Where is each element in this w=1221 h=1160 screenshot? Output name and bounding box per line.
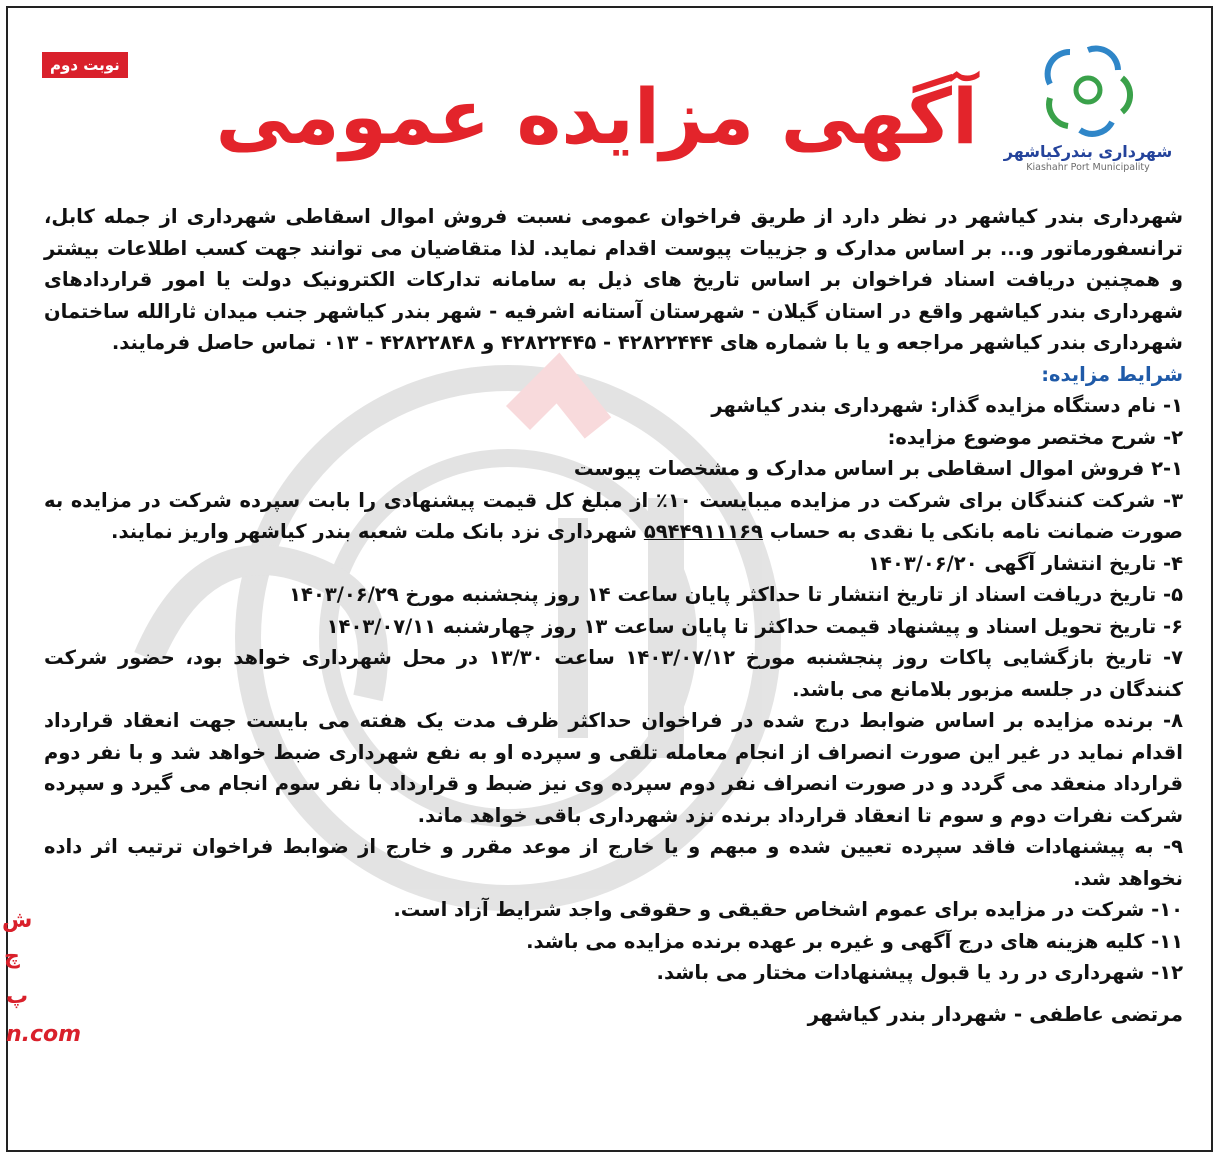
logo-name-en: Kiashahr Port Municipality	[1026, 162, 1150, 173]
item-3-text-start: ۳- شرکت کنندگان برای شرکت در مزایده میبایست ۱۰٪ از مبلغ کل قیمت پیشنهادی را بابت سپرده شرکت در مزایده به صورت ضمانت نامه بانکی یا نقدی به حساب	[44, 488, 1183, 543]
condition-item-9: ۹- به پیشنهادات فاقد سپرده تعیین شده و مبهم و یا خارج از موعد مقرر و خارج از ضوابط فراخوان ترتیب اثر داده نخواهد شد.	[44, 835, 1183, 890]
condition-item-4: ۴- تاریخ انتشار آگهی ۱۴۰۳/۰۶/۲۰	[868, 551, 1183, 575]
condition-item-1: ۱- نام دستگاه مزایده گذار: شهرداری بندر کیاشهر	[711, 394, 1183, 417]
municipality-logo	[993, 38, 1183, 188]
conditions-heading: شرایط مزایده:	[1041, 362, 1183, 386]
condition-item-11: ۱۱- کلیه هزینه های درج آگهی و غیره بر عهده برنده مزایده می باشد.	[526, 929, 1183, 953]
condition-item-6: ۶- تاریخ تحویل اسناد و پیشنهاد قیمت حداکثر تا پایان ساعت ۱۳ روز چهارشنبه ۱۴۰۳/۰۷/۱۱	[326, 614, 1183, 638]
item-3-text-end: شهرداری نزد بانک ملت شعبه بندر کیاشهر واریز نمایند.	[111, 520, 644, 543]
round-badge: نوبت دوم	[42, 52, 128, 78]
condition-item-3	[44, 485, 1183, 548]
ad-frame	[2, 6, 1213, 1152]
bank-account-number: ۵۹۴۴۹۱۱۱۶۹	[643, 520, 763, 543]
side-stamp: ش چ پ n.com	[2, 908, 82, 1047]
condition-item-2: ۲- شرح مختصر موضوع مزایده:	[887, 425, 1183, 449]
signature: مرتضی عاطفی - شهردار بندر کیاشهر	[807, 1001, 1183, 1026]
condition-item-7: ۷- تاریخ بازگشایی پاکات روز پنجشنبه مورخ ۱۴۰۳/۰۷/۱۲ ساعت ۱۳/۳۰ در محل شهرداری خواهد بود، حضور شرکت کنندگان در جلسه مزبور بلامانع می باشد.	[44, 646, 1183, 701]
page-title: آگهی مزایده عمومی	[215, 72, 978, 161]
condition-item-8: ۸- برنده مزایده بر اساس ضوابط درج شده در فراخوان حداکثر ظرف مدت یک هفته می بایست جهت انعقاد قرارداد اقدام نماید در غیر این صورت انصراف از انجام معامله تلقی و سپرده او به نفع شهرداری ضبط خواهد شد و با نفر دوم قرارداد منعقد می گردد و در صورت انصراف نفر دوم سپرده وی نیز ضبط و قرارداد با نفر سوم انجام می گیرد و سپرده شرکت نفرات دوم و سوم تا انعقاد قرارداد برنده نزد شهرداری باقی خواهد ماند.	[44, 709, 1183, 827]
condition-item-5: ۵- تاریخ دریافت اسناد از تاریخ انتشار تا حداکثر پایان ساعت ۱۴ روز پنجشنبه مورخ ۱۴۰۳/۰۶/۲۹	[289, 583, 1183, 606]
condition-item-2-1: ۲-۱ فروش اموال اسقاطی بر اساس مدارک و مشخصات پیوست	[573, 457, 1183, 480]
side-stamp-domain: n.com	[6, 1022, 82, 1047]
municipality-emblem-icon	[1032, 38, 1144, 142]
condition-item-10: ۱۰- شرکت در مزایده برای عموم اشخاص حقیقی و حقوقی واجد شرایط آزاد است.	[393, 898, 1183, 921]
condition-item-12: ۱۲- شهرداری در رد یا قبول پیشنهادات مختار می باشد.	[656, 961, 1183, 984]
intro-paragraph: شهرداری بندر کیاشهر در نظر دارد از طریق فراخوان عمومی نسبت فروش اموال اسقاطی شهرداری از جمله کابل، ترانسفورماتور و... بر اساس مدارک و جزییات پیوست اقدام نماید. لذا متقاضیان می توانند جهت کسب اطلاعات بیشتر و همچنین دریافت اسناد فراخوان بر اساس تاریخ های ذیل به سامانه تدارکات الکترونیک دولت یا امور قراردادهای شهرداری بندر کیاشهر واقع در استان گیلان - شهرستان آستانه اشرفیه - شهر بندر کیاشهر جنب میدان ثارالله ساختمان شهرداری بندر کیاشهر مراجعه و یا با شماره های ۴۲۸۲۲۴۴۴ - ۴۲۸۲۲۴۴۵ و ۴۲۸۲۲۸۴۸ - ۰۱۳ تماس حاصل فرمایند.	[44, 205, 1183, 354]
ad-body	[44, 201, 1183, 1144]
logo-name-fa: شهرداری بندرکیاشهر	[1003, 142, 1173, 161]
